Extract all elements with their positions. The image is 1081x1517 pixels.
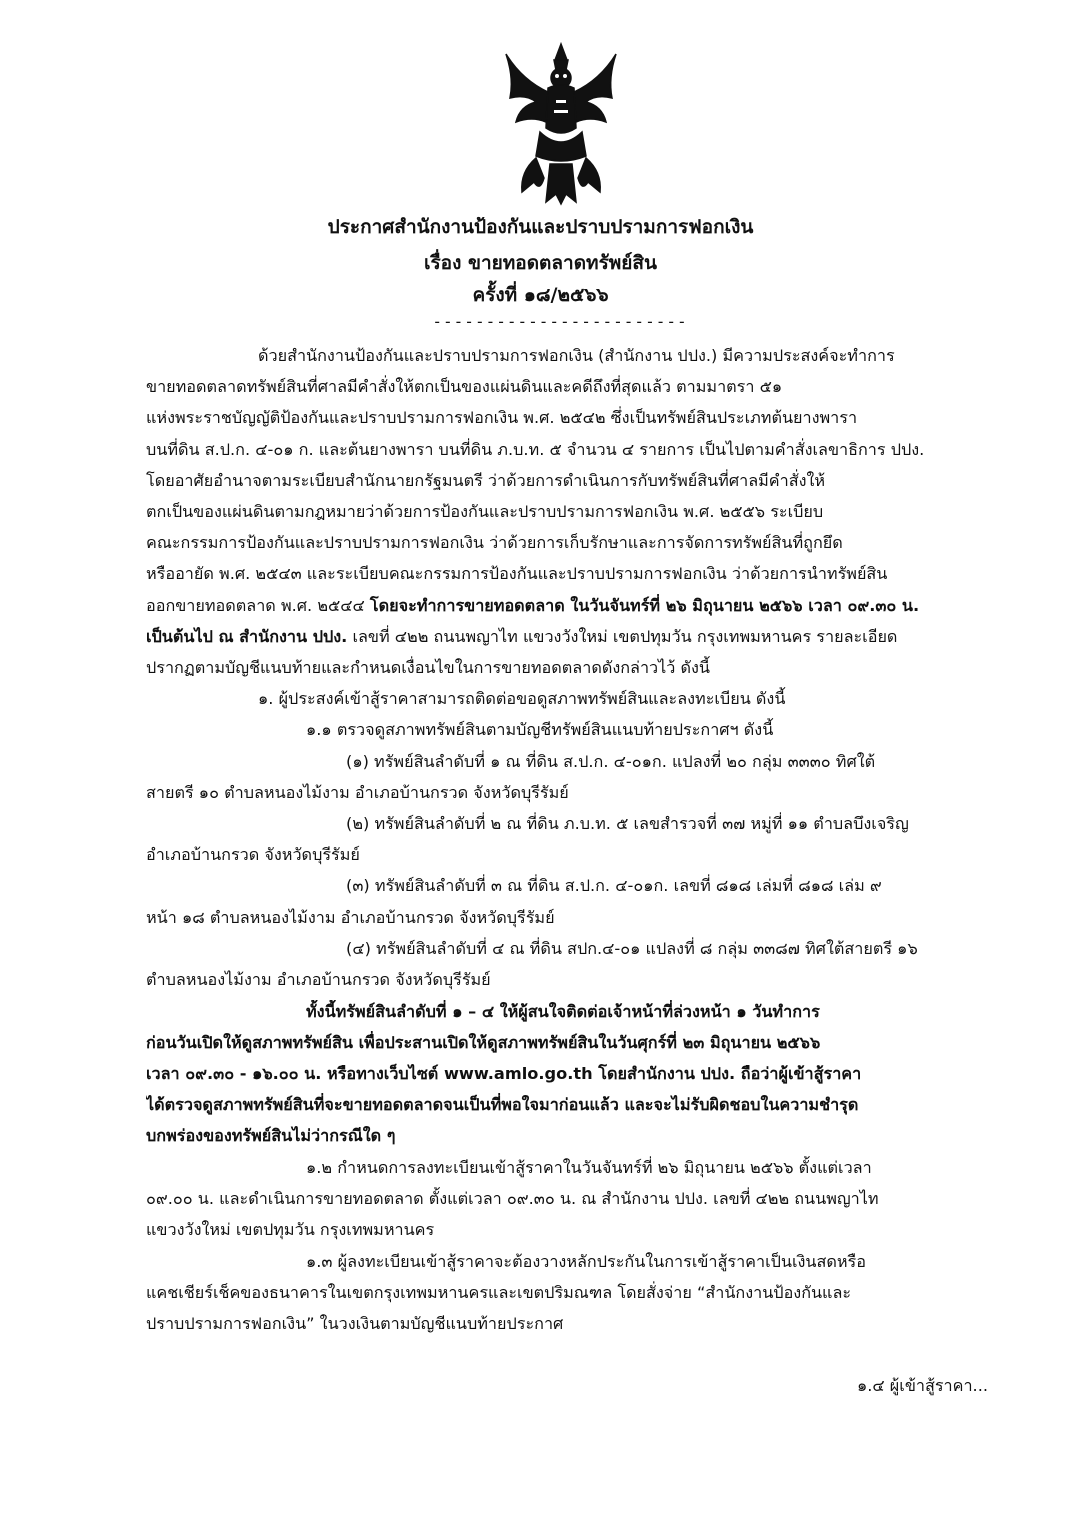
auction-date-emphasis: โดยจะทำการขายทอดตลาด ในวันจันทร์ที่ ๒๖ มิถุนายน ๒๕๖๖ เวลา ๐๙.๓๐ น. (369, 596, 920, 615)
inspection-notice: บกพร่องของทรัพย์สินไม่ว่ากรณีใด ๆ (146, 1126, 396, 1145)
subsection-heading: ๑.๓ ผู้ลงทะเบียนเข้าสู้ราคาจะต้องวางหลักประกันในการเข้าสู้ราคาเป็นเงินสดหรือ (306, 1252, 866, 1271)
body-line: แคชเชียร์เช็คของธนาคารในเขตกรุงเทพมหานครและเขตปริมณฑล โดยสั่งจ่าย “สำนักงานป้องกันและ (146, 1283, 852, 1302)
document-title: ประกาศสำนักงานป้องกันและปราบปรามการฟอกเงิน (327, 216, 754, 238)
body-line: บนที่ดิน ส.ป.ก. ๔-๐๑ ก. และต้นยางพารา บนที่ดิน ภ.บ.ท. ๕ จำนวน ๔ รายการ เป็นไปตามคำสั่งเลขาธิการ ปปง. (146, 440, 925, 459)
document-subject: เรื่อง ขายทอดตลาดทรัพย์สิน (423, 252, 658, 274)
asset-item-2: (๒) ทรัพย์สินลำดับที่ ๒ ณ ที่ดิน ภ.บ.ท. ๕ เลขสำรวจที่ ๓๗ หมู่ที่ ๑๑ ตำบลบึงเจริญ (346, 814, 909, 833)
body-text: ออกขายทอดตลาด พ.ศ. ๒๕๔๔ (146, 596, 370, 615)
body-line: ตกเป็นของแผ่นดินตามกฎหมายว่าด้วยการป้องกันและปราบปรามการฟอกเงิน พ.ศ. ๒๕๕๖ ระเบียบ (146, 502, 824, 521)
body-line: แขวงวังใหม่ เขตปทุมวัน กรุงเทพมหานคร (146, 1220, 435, 1239)
body-line: อำเภอบ้านกรวด จังหวัดบุรีรัมย์ (146, 845, 360, 864)
body-line (146, 594, 988, 618)
body-line: หรืออายัด พ.ศ. ๒๕๔๓ และระเบียบคณะกรรมการป้องกันและปราบปรามการฟอกเงิน ว่าด้วยการนำทรัพย์สิน (146, 564, 888, 583)
section-heading: ๑. ผู้ประสงค์เข้าสู้ราคาสามารถติดต่อขอดูสภาพทรัพย์สินและลงทะเบียน ดังนี้ (258, 689, 786, 708)
body-line: โดยอาศัยอำนาจตามระเบียบสำนักนายกรัฐมนตรี ว่าด้วยการดำเนินการกับทรัพย์สินที่ศาลมีคำสั่งให้ (146, 471, 826, 490)
asset-item-1: (๑) ทรัพย์สินลำดับที่ ๑ ณ ที่ดิน ส.ป.ก. ๔-๐๑ก. แปลงที่ ๒๐ กลุ่ม ๓๓๓๐ ทิศใต้ (346, 752, 876, 771)
body-line: ด้วยสำนักงานป้องกันและปราบปรามการฟอกเงิน (สำนักงาน ปปง.) มีความประสงค์จะทำการ (258, 346, 895, 365)
body-line: คณะกรรมการป้องกันและปราบปรามการฟอกเงิน ว่าด้วยการเก็บรักษาและการจัดการทรัพย์สินที่ถูกยึด (146, 533, 843, 552)
inspection-notice: ก่อนวันเปิดให้ดูสภาพทรัพย์สิน เพื่อประสานเปิดให้ดูสภาพทรัพย์สินในวันศุกร์ที่ ๒๓ มิถุนายน ๒๕๖๖ (146, 1033, 821, 1052)
garuda-emblem (500, 42, 622, 206)
body-line: แห่งพระราชบัญญัติป้องกันและปราบปรามการฟอกเงิน พ.ศ. ๒๕๔๒ ซึ่งเป็นทรัพย์สินประเภทต้นยางพารา (146, 408, 858, 427)
inspection-notice: ทั้งนี้ทรัพย์สินลำดับที่ ๑ – ๔ ให้ผู้สนใจติดต่อเจ้าหน้าที่ล่วงหน้า ๑ วันทำการ (306, 1002, 820, 1021)
divider-line: ------------------------ (432, 312, 688, 331)
body-text: เลขที่ ๔๒๒ ถนนพญาไท แขวงวังใหม่ เขตปทุมวัน กรุงเทพมหานคร รายละเอียด (347, 627, 898, 646)
body-line: ขายทอดตลาดทรัพย์สินที่ศาลมีคำสั่งให้ตกเป็นของแผ่นดินและคดีถึงที่สุดแล้ว ตามมาตรา ๕๑ (146, 377, 783, 396)
body-line: ปราบปรามการฟอกเงิน” ในวงเงินตามบัญชีแนบท้ายประกาศ (146, 1314, 564, 1333)
body-line: หน้า ๑๘ ตำบลหนองไม้งาม อำเภอบ้านกรวด จังหวัดบุรีรัมย์ (146, 908, 555, 927)
subsection-heading: ๑.๑ ตรวจดูสภาพทรัพย์สินตามบัญชีทรัพย์สินแนบท้ายประกาศฯ ดังนี้ (306, 720, 774, 739)
announcement-number: ครั้งที่ ๑๘/๒๕๖๖ (472, 284, 609, 306)
body-line (146, 625, 988, 649)
body-line: สายตรี ๑๐ ตำบลหนองไม้งาม อำเภอบ้านกรวด จังหวัดบุรีรัมย์ (146, 783, 569, 802)
body-line: ตำบลหนองไม้งาม อำเภอบ้านกรวด จังหวัดบุรีรัมย์ (146, 970, 491, 989)
body-line: ปรากฏตามบัญชีแนบท้ายและกำหนดเงื่อนไขในการขายทอดตลาดดังกล่าวไว้ ดังนี้ (146, 658, 711, 677)
page-continuation: ๑.๔ ผู้เข้าสู้ราคา... (856, 1376, 988, 1395)
inspection-notice: เวลา ๐๙.๓๐ - ๑๖.๐๐ น. หรือทางเว็บไซต์ www.amlo.go.th โดยสำนักงาน ปปง. ถือว่าผู้เข้าสู้ราคา (146, 1064, 862, 1083)
inspection-notice: ได้ตรวจดูสภาพทรัพย์สินที่จะขายทอดตลาดจนเป็นที่พอใจมาก่อนแล้ว และจะไม่รับผิดชอบในความชำรุด (146, 1095, 859, 1114)
auction-venue-emphasis: เป็นต้นไป ณ สำนักงาน ปปง. (146, 627, 348, 646)
asset-item-4: (๔) ทรัพย์สินลำดับที่ ๔ ณ ที่ดิน สปก.๔-๐๑ แปลงที่ ๘ กลุ่ม ๓๓๘๗ ทิศใต้สายตรี ๑๖ (346, 939, 918, 958)
body-line: ๐๙.๐๐ น. และดำเนินการขายทอดตลาด ตั้งแต่เวลา ๐๙.๓๐ น. ณ สำนักงาน ปปง. เลขที่ ๔๒๒ ถนนพญาไท (146, 1189, 879, 1208)
subsection-heading: ๑.๒ กำหนดการลงทะเบียนเข้าสู้ราคาในวันจันทร์ที่ ๒๖ มิถุนายน ๒๕๖๖ ตั้งแต่เวลา (306, 1158, 872, 1177)
asset-item-3: (๓) ทรัพย์สินลำดับที่ ๓ ณ ที่ดิน ส.ป.ก. ๔-๐๑ก. เลขที่ ๘๑๘ เล่มที่ ๘๑๘ เล่ม ๙ (346, 876, 882, 895)
